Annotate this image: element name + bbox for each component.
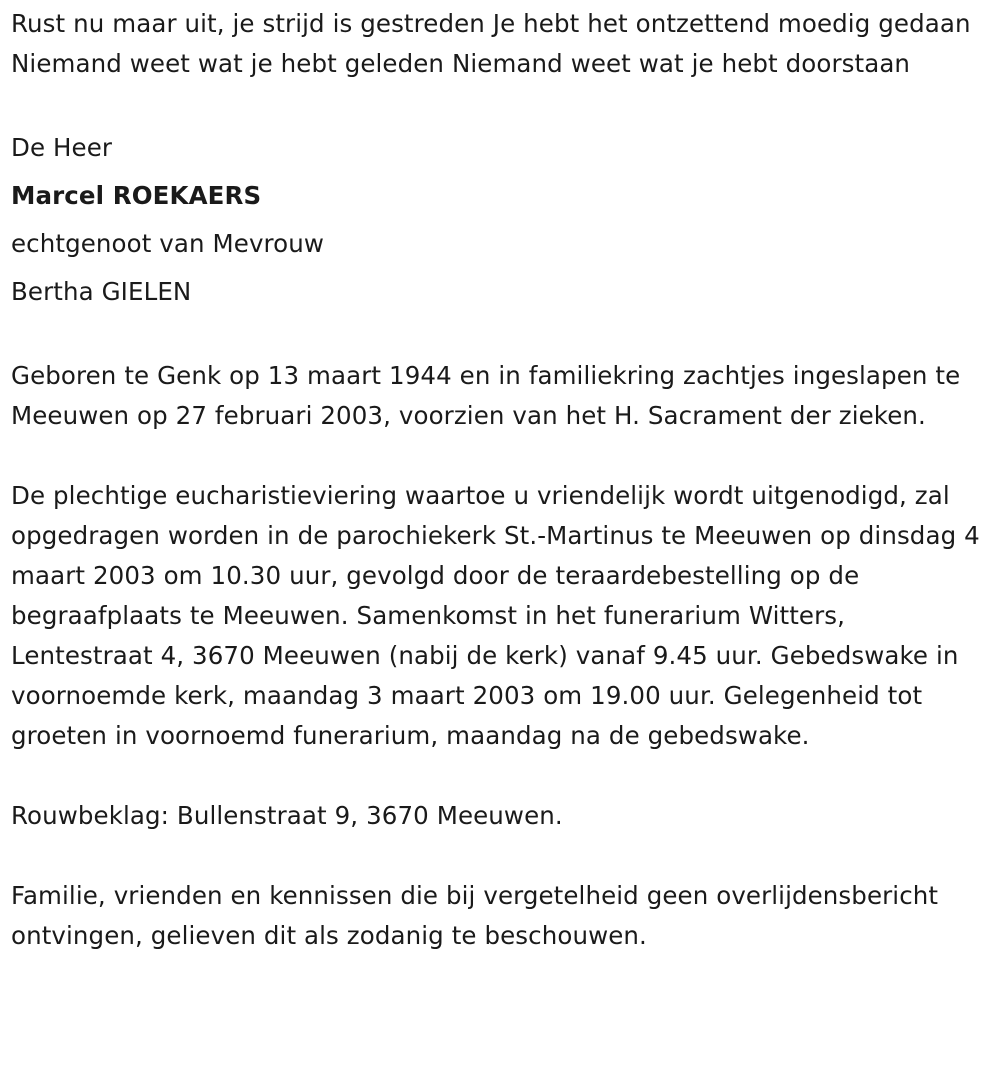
ceremony-paragraph: De plechtige eucharistieviering waartoe u vriendelijk wordt uitgenodigd, zal opgedragen worden in de parochiekerk St.-Martinus te Meeuwen op dinsdag 4 maart 2003 om 10.30 uur, gevolgd door de teraardebestelling op de begraafplaats te Meeuwen. Samenkomst in het funerarium Witters, Lentestraat 4, 3670 Meeuwen (nabij de kerk) vanaf 9.45 uur. Gebedswake in voornoemde kerk, maandag 3 maart 2003 om 19.00 uur. Gelegenheid tot groeten in voornoemd funerarium, maandag na de gebedswake. — [11, 481, 980, 750]
closing-paragraph: Familie, vrienden en kennissen die bij vergetelheid geen overlijdensbericht ontvingen, gelieven dit als zodanig te beschouwen. — [11, 881, 939, 950]
deceased-title: De Heer — [11, 133, 113, 162]
obituary-notice — [11, 4, 991, 956]
spouse-name: Bertha GIELEN — [11, 277, 192, 306]
deceased-relation: echtgenoot van Mevrouw — [11, 229, 325, 258]
opening-verse: Rust nu maar uit, je strijd is gestreden Je hebt het ontzettend moedig gedaan Niemand weet wat je hebt geleden Niemand weet wat je hebt doorstaan — [11, 9, 971, 78]
deceased-name: Marcel ROEKAERS — [11, 181, 262, 210]
condolences-address: Rouwbeklag: Bullenstraat 9, 3670 Meeuwen. — [11, 801, 563, 830]
birth-death-paragraph: Geboren te Genk op 13 maart 1944 en in familiekring zachtjes ingeslapen te Meeuwen op 27 februari 2003, voorzien van het H. Sacrament der zieken. — [11, 361, 961, 430]
